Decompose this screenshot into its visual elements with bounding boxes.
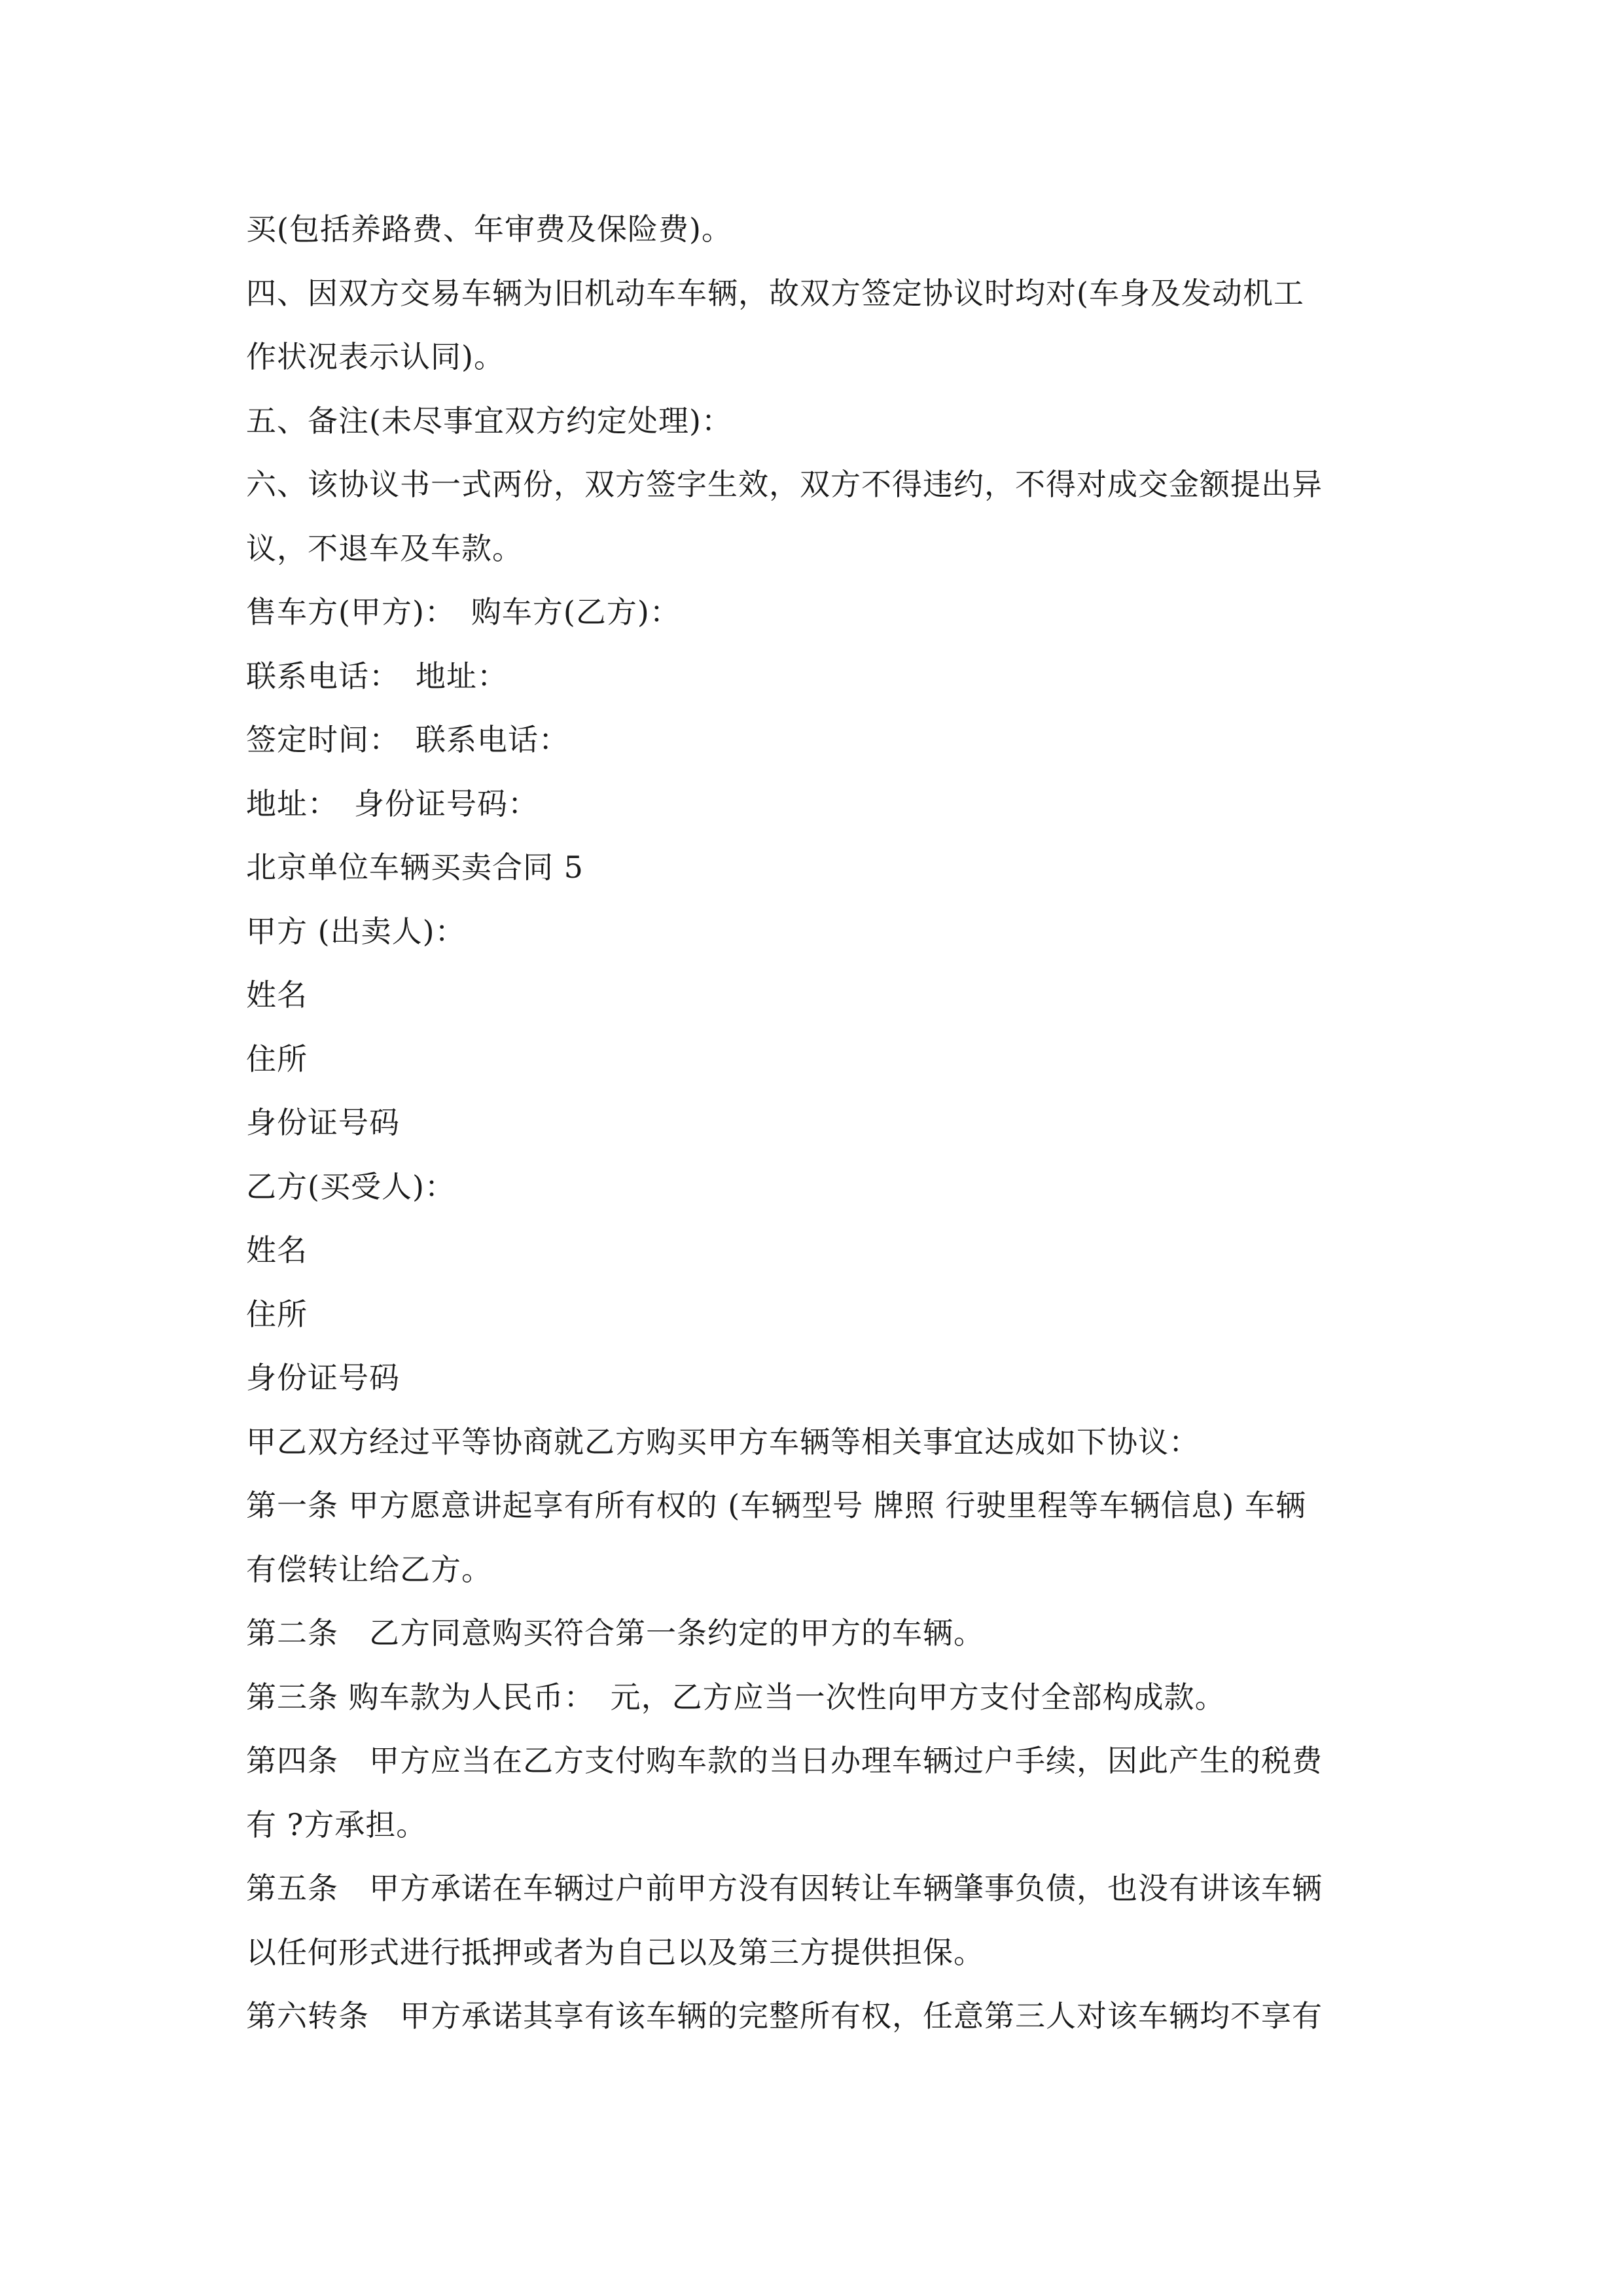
text-line: 姓名	[246, 977, 308, 1013]
text-line: 作状况表示认同)。	[246, 339, 505, 374]
text-line: 售车方(甲方)： 购车方(乙方)：	[246, 594, 681, 630]
text-line: 第六转条 甲方承诺其享有该车辆的完整所有权，任意第三人对该车辆均不享有	[246, 1998, 1323, 2034]
text-line: 第四条 甲方应当在乙方支付购车款的当日办理车辆过户手续，因此产生的税费	[246, 1743, 1323, 1778]
text-line: 买(包括养路费、年审费及保险费)。	[246, 211, 732, 247]
text-line: 姓名	[246, 1232, 308, 1268]
text-line: 身份证号码	[246, 1105, 400, 1140]
text-line: 签定时间： 联系电话：	[246, 722, 569, 757]
section-heading: 北京单位车辆买卖合同 5	[246, 850, 584, 885]
text-line: 甲方 (出卖人)：	[246, 913, 466, 949]
text-line: 第五条 甲方承诺在车辆过户前甲方没有因转让车辆肇事负债，也没有讲该车辆	[246, 1871, 1323, 1906]
document-body	[246, 198, 1385, 2049]
text-line: 甲乙双方经过平等协商就乙方购买甲方车辆等相关事宜达成如下协议：	[246, 1424, 1200, 1460]
text-line: 有 ?方承担。	[246, 1806, 427, 1842]
text-line: 议，不退车及车款。	[246, 530, 523, 566]
text-line: 住所	[246, 1296, 308, 1332]
text-line: 五、备注(未尽事宜双方约定处理)：	[246, 403, 732, 439]
text-line: 第一条 甲方愿意讲起享有所有权的 (车辆型号 牌照 行驶里程等车辆信息) 车辆	[246, 1488, 1307, 1523]
text-line: 有偿转让给乙方。	[246, 1551, 492, 1587]
text-line: 第二条 乙方同意购买符合第一条约定的甲方的车辆。	[246, 1615, 984, 1651]
text-line: 乙方(买受人)：	[246, 1168, 455, 1204]
text-line: 第三条 购车款为人民币： 元，乙方应当一次性向甲方支付全部构成款。	[246, 1679, 1226, 1715]
text-line: 六、该协议书一式两份，双方签字生效，双方不得违约，不得对成交金额提出异	[246, 467, 1323, 502]
text-line: 身份证号码	[246, 1360, 400, 1395]
text-line: 四、因双方交易车辆为旧机动车车辆，故双方签定协议时均对(车身及发动机工	[246, 275, 1304, 311]
text-line: 以任何形式进行抵押或者为自己以及第三方提供担保。	[246, 1934, 984, 1970]
text-line: 住所	[246, 1041, 308, 1077]
text-line: 地址： 身份证号码：	[246, 785, 539, 821]
text-line: 联系电话： 地址：	[246, 658, 508, 694]
